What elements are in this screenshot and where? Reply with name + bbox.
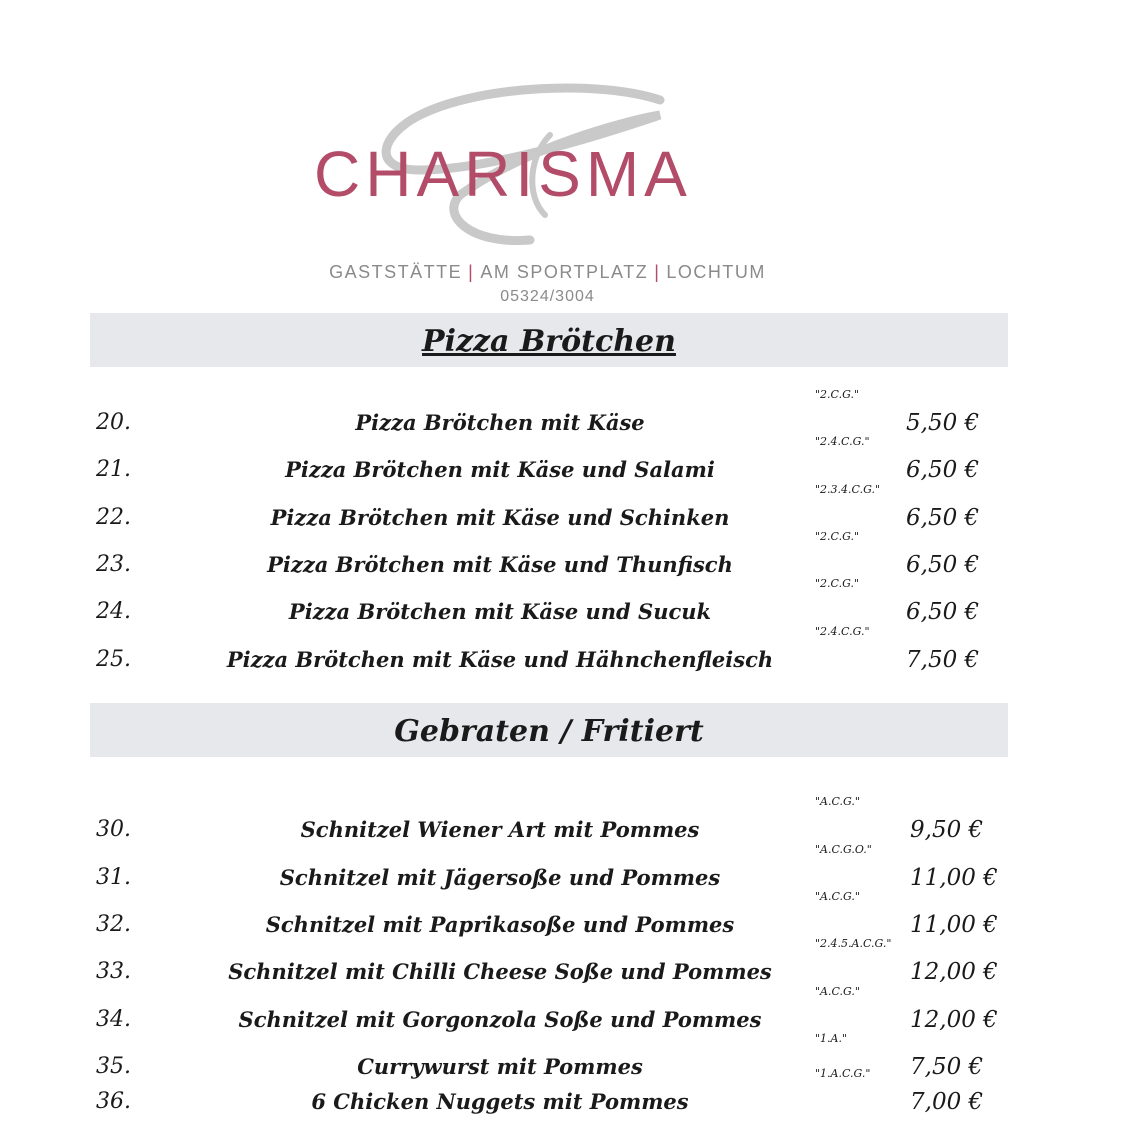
item-number: 30. xyxy=(96,817,131,842)
item-number: 35. xyxy=(96,1054,131,1079)
item-name: Schnitzel Wiener Art mit Pommes xyxy=(300,817,700,842)
menu-item xyxy=(0,530,1131,592)
menu-item xyxy=(0,577,1131,639)
item-price: 7,00 € xyxy=(910,1089,984,1115)
allergen-code: "A.C.G." xyxy=(815,985,860,998)
item-name: Schnitzel mit Paprikasoße und Pommes xyxy=(265,912,735,937)
allergen-code: "2.C.G." xyxy=(815,577,860,590)
item-number: 20. xyxy=(96,410,131,435)
allergen-code: "1.A." xyxy=(815,1032,848,1045)
item-price: 7,50 € xyxy=(906,647,980,673)
item-name: Pizza Brötchen mit Käse und Schinken xyxy=(270,505,730,530)
item-price: 11,00 € xyxy=(910,865,998,891)
section-header-pizza-broetchen xyxy=(90,313,1008,367)
item-number: 22. xyxy=(96,505,131,530)
item-price: 7,50 € xyxy=(910,1054,984,1080)
item-price: 12,00 € xyxy=(910,959,998,985)
item-name: Schnitzel mit Gorgonzola Soße und Pommes xyxy=(238,1007,762,1032)
allergen-code: "A.C.G." xyxy=(815,795,860,808)
menu-item xyxy=(0,985,1131,1047)
item-number: 33. xyxy=(96,959,131,984)
item-number: 23. xyxy=(96,552,131,577)
item-price: 6,50 € xyxy=(906,505,980,531)
item-name: 6 Chicken Nuggets mit Pommes xyxy=(311,1089,689,1114)
item-price: 6,50 € xyxy=(906,552,980,578)
allergen-code: "2.4.5.A.C.G." xyxy=(815,937,892,950)
item-price: 9,50 € xyxy=(910,817,984,843)
allergen-code: "2.4.C.G." xyxy=(815,435,870,448)
menu-item xyxy=(0,625,1131,687)
menu-item xyxy=(0,483,1131,545)
item-number: 32. xyxy=(96,912,131,937)
menu-item xyxy=(0,843,1131,905)
allergen-code: "2.3.4.C.G." xyxy=(815,483,881,496)
menu-item xyxy=(0,890,1131,952)
item-price: 12,00 € xyxy=(910,1007,998,1033)
item-name: Pizza Brötchen mit Käse und Sucuk xyxy=(288,599,712,624)
item-number: 31. xyxy=(96,865,131,890)
item-number: 34. xyxy=(96,1007,131,1032)
charisma-logo xyxy=(300,75,800,255)
menu-item xyxy=(0,388,1131,450)
allergen-code: "A.C.G.O." xyxy=(815,843,872,856)
allergen-code: "A.C.G." xyxy=(815,890,860,903)
tagline-separator: | xyxy=(654,262,661,282)
item-price: 6,50 € xyxy=(906,457,980,483)
brand-name: CHARISMA xyxy=(314,138,692,210)
item-number: 24. xyxy=(96,599,131,624)
menu-item xyxy=(0,795,1131,857)
section-title: Pizza Brötchen xyxy=(422,324,676,359)
phone-number: 05324/3004 xyxy=(500,288,595,305)
allergen-code: "2.4.C.G." xyxy=(815,625,870,638)
tagline-town: LOCHTUM xyxy=(666,262,766,282)
item-name: Pizza Brötchen mit Käse und Hähnchenfleisch xyxy=(226,647,774,672)
allergen-code: "1.A.C.G." xyxy=(815,1067,871,1080)
menu-item xyxy=(0,1032,1131,1094)
item-price: 5,50 € xyxy=(906,410,980,436)
tagline-venue: GASTSTÄTTE xyxy=(329,262,463,282)
item-name: Schnitzel mit Chilli Cheese Soße und Pommes xyxy=(228,959,772,984)
item-number: 21. xyxy=(96,457,131,482)
allergen-code: "2.C.G." xyxy=(815,388,860,401)
item-name: Pizza Brötchen mit Käse xyxy=(355,410,645,435)
item-number: 36. xyxy=(96,1089,131,1114)
allergen-code: "2.C.G." xyxy=(815,530,860,543)
item-number: 25. xyxy=(96,647,131,672)
tagline-location: AM SPORTPLATZ xyxy=(480,262,649,282)
section-title: Gebraten / Fritiert xyxy=(394,714,704,749)
item-name: Schnitzel mit Jägersoße und Pommes xyxy=(279,865,721,890)
menu-item xyxy=(0,937,1131,999)
menu-item xyxy=(0,435,1131,497)
item-price: 6,50 € xyxy=(906,599,980,625)
tagline-separator: | xyxy=(468,262,475,282)
item-price: 11,00 € xyxy=(910,912,998,938)
item-name: Currywurst mit Pommes xyxy=(357,1054,643,1079)
item-name: Pizza Brötchen mit Käse und Thunfisch xyxy=(267,552,733,577)
item-name: Pizza Brötchen mit Käse und Salami xyxy=(285,457,715,482)
tagline xyxy=(0,262,1095,283)
section-header-gebraten-fritiert xyxy=(90,703,1008,757)
